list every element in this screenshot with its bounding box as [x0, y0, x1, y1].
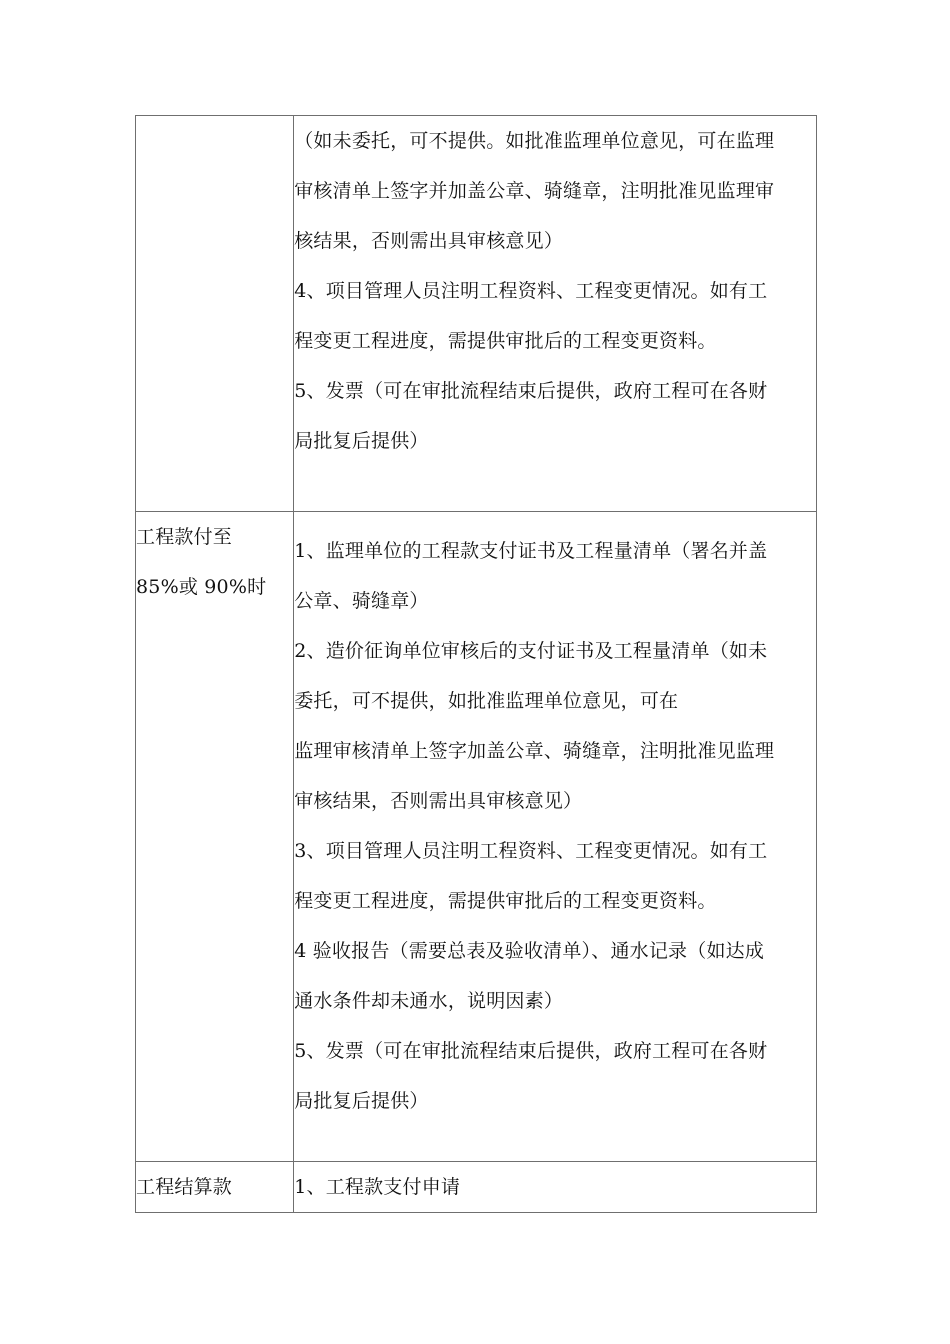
- stage-label-line: 85%或 90%时: [136, 576, 267, 598]
- stage-label-cell: [136, 116, 294, 512]
- requirement-line: 公章、骑缝章）: [294, 590, 429, 612]
- stage-label-cell: [136, 1162, 294, 1213]
- requirement-line: （如未委托，可不提供。如批准监理单位意见，可在监理: [294, 130, 775, 152]
- requirement-line: 局批复后提供）: [294, 1090, 429, 1112]
- stage-label-cell: [136, 512, 294, 1162]
- requirement-line: 审核清单上签字并加盖公章、骑缝章，注明批准见监理审: [294, 180, 775, 202]
- requirement-line: 5、发票（可在审批流程结束后提供，政府工程可在各财: [294, 380, 768, 402]
- requirement-line: 4、项目管理人员注明工程资料、工程变更情况。如有工: [294, 280, 768, 302]
- table-row: [136, 512, 817, 1162]
- requirement-line: 5、发票（可在审批流程结束后提供，政府工程可在各财: [294, 1040, 768, 1062]
- requirement-line: 程变更工程进度，需提供审批后的工程变更资料。: [294, 330, 717, 352]
- requirements-cell: [294, 116, 817, 512]
- requirements-cell: [294, 512, 817, 1162]
- table-row: [136, 116, 817, 512]
- requirement-line: 3、项目管理人员注明工程资料、工程变更情况。如有工: [294, 840, 768, 862]
- requirement-line: 委托，可不提供，如批准监理单位意见，可在: [294, 690, 679, 712]
- requirement-line: 监理审核清单上签字加盖公章、骑缝章，注明批准见监理: [294, 740, 775, 762]
- requirement-line: 1、工程款支付申请: [294, 1176, 461, 1198]
- requirement-line: 通水条件却未通水，说明因素）: [294, 990, 564, 1012]
- table-row: [136, 1162, 817, 1213]
- requirements-table: [135, 115, 817, 1213]
- requirement-line: 核结果，否则需出具审核意见）: [294, 230, 564, 252]
- requirement-line: 1、监理单位的工程款支付证书及工程量清单（署名并盖: [294, 540, 768, 562]
- stage-label-line: 工程结算款: [136, 1176, 233, 1198]
- requirement-line: 4 验收报告（需要总表及验收清单）、通水记录（如达成: [294, 940, 765, 962]
- stage-label-line: 工程款付至: [136, 526, 233, 548]
- requirements-cell: [294, 1162, 817, 1213]
- requirement-line: 审核结果，否则需出具审核意见）: [294, 790, 583, 812]
- requirement-line: 局批复后提供）: [294, 430, 429, 452]
- requirement-line: 程变更工程进度，需提供审批后的工程变更资料。: [294, 890, 717, 912]
- requirement-line: 2、造价征询单位审核后的支付证书及工程量清单（如未: [294, 640, 768, 662]
